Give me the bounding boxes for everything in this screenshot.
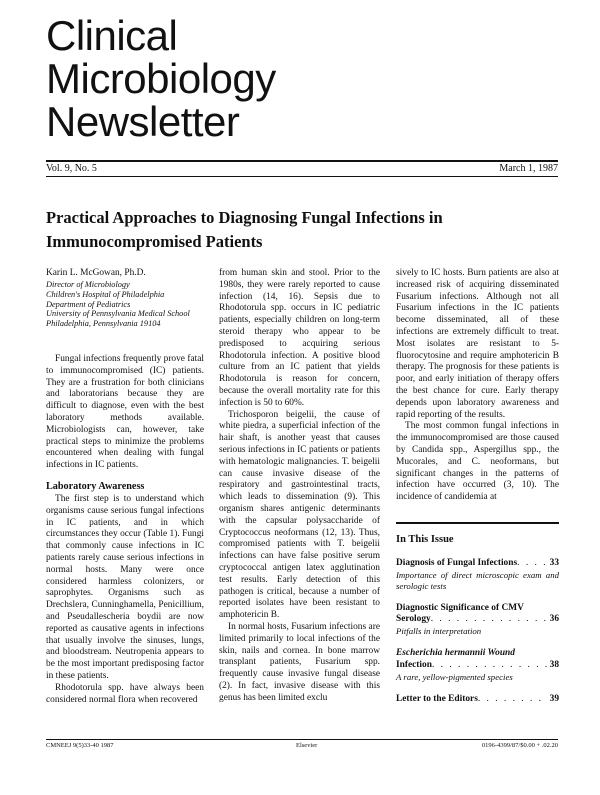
- body-paragraph: In normal hosts, Fusarium infections are limited primarily to local infections of the skin, nails and cornea. In bone marrow transplant patients, Fusarium spp. frequently cause invasive fungal disease (2). In fact, invasive disease with this genus has been limited exclu: [219, 621, 380, 703]
- intro-paragraph: Fungal infections frequently prove fatal to immunocompromised (IC) patients. They are a frustration for both clinicians and laboratorians because they are difficult to diagnose, even with the best laboratory methods available. Microbiologists can, however, take practical steps to minimize the problems encountered when dealing with fungal infections in IC patients.: [46, 353, 204, 471]
- toc-item-title-line1: Diagnostic Significance of CMV: [396, 602, 524, 613]
- toc-item-description: Importance of direct microscopic exam and serologic tests: [396, 569, 559, 591]
- footer-issn: 0196-4399/87/$0.00 + .02.20: [481, 742, 558, 749]
- toc-item[interactable]: [396, 603, 559, 638]
- toc-item[interactable]: [396, 694, 559, 706]
- body-paragraph: Rhodotorula spp. have always been considered normal flora when recovered: [46, 682, 204, 705]
- header-rule-bottom: [46, 176, 558, 177]
- toc-item-title-line1: Escherichia hermannii Wound: [396, 648, 515, 659]
- author-name: Karin L. McGowan, Ph.D.: [46, 268, 146, 278]
- toc-item-page: 36: [549, 614, 559, 625]
- author-affiliation-4: University of Pennsylvania Medical School: [46, 309, 190, 319]
- body-paragraph: The most common fungal infections in the immunocompromised are those caused by Candida spp., Aspergillus spp., the Mucorales, and C. neoformans, but significant changes in the patterns of infection have occurred (3, 10). The incidence of candidemia at: [396, 421, 559, 503]
- body-paragraph: sively to IC hosts. Burn patients are also at increased risk of acquiring disseminated Fusarium infections. Although not all Fusarium infections in the IC patients become disseminated, all of these infections are extremely difficult to treat. Most isolates are resistant to 5-fluorocytosine and require amphotericin B therapy. The prognosis for these patients is poor, and early initiation of therapy offers the best chance for cure. Early therapy depends upon laboratory awareness and rapid reporting of the results.: [396, 268, 559, 420]
- footer-rule: [46, 739, 558, 740]
- toc-item-page: 38: [549, 659, 559, 670]
- body-paragraph: from human skin and stool. Prior to the 1980s, they were rarely reported to cause infection (14, 16). Sepsis due to Rhodotorula spp. occurs in IC pediatric patients, especially children on long-term steroid therapy who appear to be predisposed to acquiring serious Rhodotorula infection. A positive blood culture from an IC patient that yields Rhodotorula is reason for concern, because the overall mortality rate for this infection is 50 to 60%.: [219, 268, 380, 408]
- article-title: Practical Approaches to Diagnosing Fungal Infections in Immunocompromised Patients: [46, 208, 443, 251]
- toc-item-title: Letter to the Editors: [396, 693, 478, 704]
- header-rule-top: [46, 160, 558, 162]
- toc-leader-dots: [517, 558, 547, 570]
- author-affiliation-3: Department of Pediatrics: [46, 299, 131, 309]
- toc-item-page: 33: [549, 557, 559, 568]
- toc-item[interactable]: [396, 648, 559, 683]
- toc-item-description: Pitfalls in interpretation: [396, 626, 482, 637]
- author-affiliation-5: Philadelphia, Pennsylvania 19104: [46, 319, 161, 329]
- toc-item-title: Diagnosis of Fungal Infections: [396, 557, 518, 568]
- column-2: [219, 268, 380, 704]
- column-1: [46, 268, 204, 706]
- masthead-line-3: Newsletter: [46, 98, 240, 145]
- column-3: [396, 268, 559, 717]
- in-this-issue-rule: [396, 522, 559, 524]
- section-heading-lab-awareness: Laboratory Awareness: [46, 480, 145, 492]
- toc-item-description: A rare, yellow-pigmented species: [396, 671, 513, 682]
- in-this-issue-heading: In This Issue: [396, 533, 454, 545]
- author-block: [46, 268, 204, 329]
- toc-leader-dots: [432, 660, 547, 672]
- toc-leader-dots: [431, 614, 547, 626]
- newsletter-masthead: [46, 14, 276, 143]
- body-paragraph: The first step is to understand which organisms cause serious fungal infections in IC patients, and in which circumstances they occur (Table 1). Fungi that commonly cause infections in IC patients rarely cause serious infections in normal hosts. Many were once considered harmless colonizers, or saprophytes. Organisms such as Drechslera, Cunninghamella, Penicillium, and Pseudallescheria boydii are now reported as causative agents in infections that usually involve the sinuses, lungs, and bloodstream. Neutropenia appears to be the most important predisposing factor in these patients.: [46, 493, 204, 681]
- footer-journal-code: CMNEEJ 9(5)33-40 1987: [46, 742, 114, 749]
- toc-leader-dots: [478, 694, 547, 706]
- body-paragraph: Trichosporon beigelii, the cause of white piedra, a superficial infection of the hair shaft, is another yeast that causes serious infections in IC patients or patients with hematologic malignancies. T. beigelii can cause invasive disease of the respiratory and gastrointestinal tracts, which leads to dissemination (9). This organism shares antigenic determinants with the capsular polysaccharide of Cryptococcus neoformans (12, 13). Thus, compromised patients with T. beigelii infections can have false positive serum cryptococcal antigen latex agglutination test results. Early detection of this pathogen is critical, because a number of reported isolates have been resistant to amphotericin B.: [219, 409, 380, 621]
- toc-item-page: 39: [549, 693, 559, 704]
- masthead-line-2: Microbiology: [46, 55, 276, 102]
- toc-item-title: Infection: [396, 659, 432, 670]
- author-affiliation-1: Director of Microbiology: [46, 280, 130, 289]
- volume-number: Vol. 9, No. 5: [46, 163, 97, 174]
- issue-date: March 1, 1987: [499, 163, 558, 174]
- masthead-line-1: Clinical: [46, 12, 178, 59]
- toc-item-title: Serology: [396, 614, 431, 625]
- footer-publisher: Elsevier: [296, 742, 318, 749]
- toc-item[interactable]: [396, 558, 559, 592]
- author-affiliation-2: Children's Hospital of Philadelphia: [46, 289, 165, 299]
